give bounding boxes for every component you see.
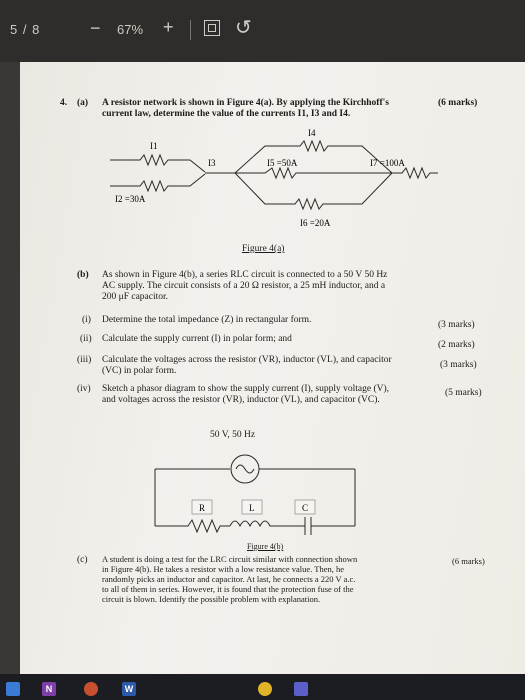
document-page: [20, 62, 525, 674]
part-b-label: (b): [77, 270, 89, 280]
part-c-line-5: circuit is blown. Identify the possible problem with explanation.: [102, 594, 321, 604]
fit-page-icon[interactable]: [204, 20, 220, 36]
label-i6: I6 =20A: [300, 218, 331, 228]
figure-4a-network: [80, 124, 440, 244]
zoom-in-button[interactable]: +: [163, 17, 174, 37]
resistor-i4: [235, 141, 392, 173]
label-i5: I5 =50A: [267, 158, 298, 168]
resistor-i7: [392, 168, 438, 178]
chrome-icon[interactable]: [258, 682, 272, 696]
resistor-i6: [235, 173, 392, 209]
part-c-line-3: randomly picks an inductor and capacitor. At last, he connects a 220 V a.c.: [102, 574, 356, 584]
part-b-line-3: 200 μF capacitor.: [102, 292, 169, 302]
resistor-i2: [110, 174, 205, 191]
part-c-line-2: in Figure 4(b). He takes a resistor with a low resistance value. Then, he: [102, 564, 345, 574]
part-a-label: (a): [77, 98, 89, 108]
sub-iii-line-2: (VC) in polar form.: [102, 366, 177, 376]
viewer-toolbar: [0, 0, 525, 62]
sub-i-marks: (3 marks): [438, 320, 475, 330]
label-i3: I3: [208, 158, 216, 168]
sub-iv-label: (iv): [77, 384, 91, 394]
part-c-marks: (6 marks): [452, 556, 485, 566]
part-c-line-4: to all of them in series. However, it is found that the protection fuse of the: [102, 584, 354, 594]
windows-start-icon[interactable]: [6, 682, 20, 696]
part-a-line-1: A resistor network is shown in Figure 4(a). By applying the Kirchhoff's: [102, 98, 389, 108]
sub-ii-label: (ii): [80, 334, 92, 344]
part-b-line-2: AC supply. The circuit consists of a 20 Ω resistor, a 25 mH inductor, and a: [102, 281, 386, 291]
ac-wave-icon: [236, 465, 254, 473]
part-a-marks: (6 marks): [438, 98, 478, 108]
label-i1: I1: [150, 141, 158, 151]
sub-iii-marks: (3 marks): [440, 360, 477, 370]
label-r: R: [199, 503, 206, 513]
zoom-out-button[interactable]: −: [90, 18, 101, 38]
sub-iv-line-1: Sketch a phasor diagram to show the supply current (I), supply voltage (V),: [102, 384, 390, 394]
sub-iii-label: (iii): [77, 355, 92, 365]
part-a-line-2: current law, determine the value of the currents I1, I3 and I4.: [102, 109, 351, 119]
label-c: C: [302, 503, 309, 513]
powerpoint-icon[interactable]: [84, 682, 98, 696]
word-icon[interactable]: W: [122, 682, 136, 696]
teams-icon[interactable]: [294, 682, 308, 696]
sub-ii-text: Calculate the supply current (I) in polar form; and: [102, 334, 292, 344]
sub-iii-line-1: Calculate the voltages across the resistor (VR), inductor (VL), and capacitor: [102, 355, 392, 365]
figure-4b-rlc-circuit: [150, 444, 370, 544]
sub-iv-marks: (5 marks): [445, 388, 482, 398]
zoom-level: 67%: [117, 22, 144, 37]
label-l: L: [249, 503, 255, 513]
label-i7: I7 =100A: [370, 158, 405, 168]
figure-4b-caption: Figure 4(b): [247, 542, 284, 551]
part-c-line-1: A student is doing a test for the LRC circuit similar with connection shown: [102, 554, 358, 564]
onenote-icon[interactable]: N: [42, 682, 56, 696]
label-i4: I4: [308, 128, 316, 138]
rotate-icon[interactable]: ↺: [235, 17, 252, 39]
part-c-label: (c): [77, 555, 88, 565]
page-indicator: 5 / 8: [10, 22, 41, 37]
figure-4b-supply-label: 50 V, 50 Hz: [210, 430, 256, 440]
inductor-l-symbol: [230, 521, 285, 526]
resistor-r-symbol: [155, 520, 230, 532]
taskbar: [0, 674, 525, 700]
label-i2: I2 =30A: [115, 194, 146, 204]
toolbar-divider: [190, 20, 191, 40]
sub-ii-marks: (2 marks): [438, 340, 475, 350]
sub-iv-line-2: and voltages across the resistor (VR), inductor (VL), and capacitor (VC).: [102, 395, 380, 405]
part-b-line-1: As shown in Figure 4(b), a series RLC circuit is connected to a 50 V 50 Hz: [102, 270, 388, 280]
resistor-i1: [110, 155, 205, 172]
sub-i-text: Determine the total impedance (Z) in rectangular form.: [102, 315, 312, 325]
sub-i-label: (i): [82, 315, 91, 325]
figure-4a-caption: Figure 4(a): [242, 244, 285, 254]
resistor-i5: [235, 168, 392, 178]
question-number: 4.: [60, 98, 68, 108]
part-a-currents: 1, I3 and I4.: [301, 109, 351, 119]
